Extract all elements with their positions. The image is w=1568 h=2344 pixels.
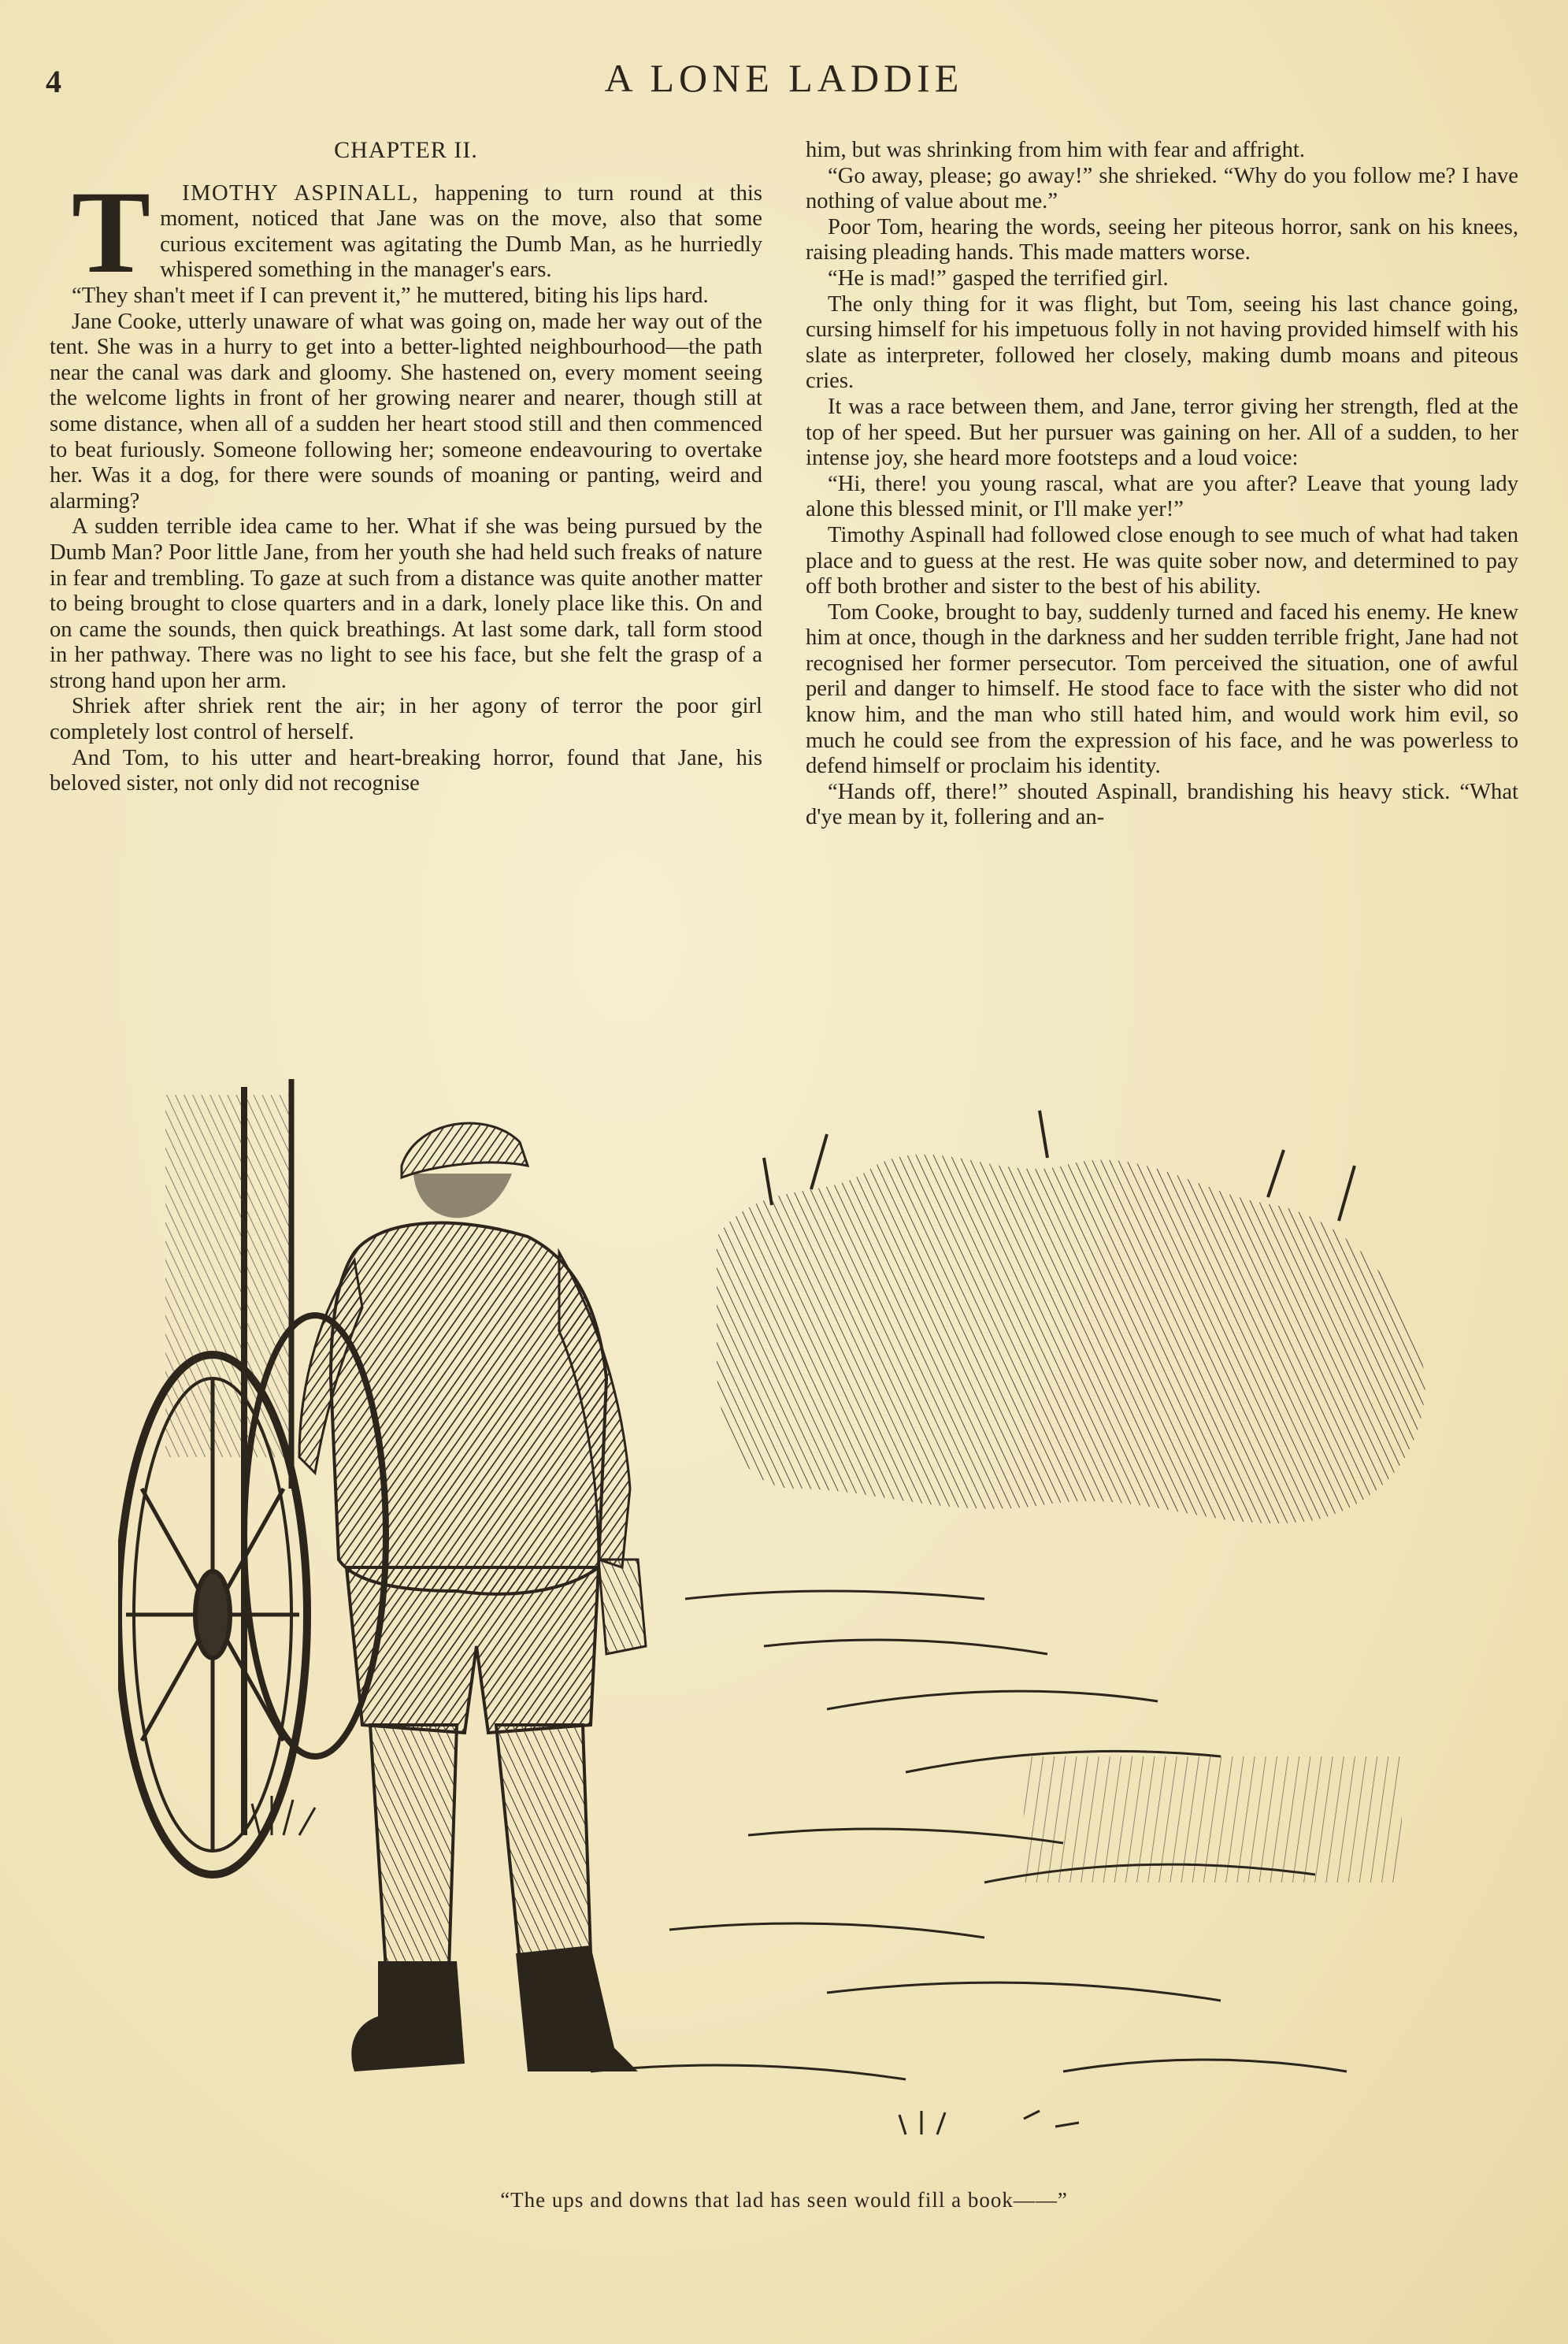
paragraph: Shriek after shriek rent the air; in her agony of terror the poor girl completely lost control of herself.	[50, 694, 762, 745]
continuation-line: him, but was shrinking from him with fear and affright.	[806, 138, 1305, 162]
paragraph: And Tom, to his utter and heart-breaking horror, found that Jane, his beloved sister, not only did not recognise	[50, 745, 762, 796]
paragraph: “Go away, please; go away!” she shrieked. “Why do you follow me? I have nothing of value about me.”	[806, 163, 1518, 214]
paragraph: Timothy Aspinall had followed close enough to see much of what had taken place and to guess at the rest. He was quite sober now, and determined to pay off both brother and sister to the best of his ability.	[806, 522, 1518, 599]
bushes	[717, 1155, 1425, 1523]
paragraph: “Hi, there! you young rascal, what are you after? Leave that young lady alone this blessed minit, or I'll make yer!”	[806, 471, 1518, 522]
right-text-column	[806, 138, 1518, 831]
illustration-caption: “The ups and downs that lad has seen would fill a book——”	[500, 2188, 1068, 2212]
paragraph: The only thing for it was flight, but Tom, seeing his last chance going, cursing himself for his impetuous folly in not having provided himself with his slate as interpreter, followed her closely, making dumb moans and piteous cries.	[806, 291, 1518, 394]
paragraph: A sudden terrible idea came to her. What if she was being pursued by the Dumb Man? Poor little Jane, from her youth she had held such freaks of nature in fear and trembling. To gaze at such from a distance was quite another matter to being brought to close quarters and in a dark, lonely place like this. On and on came the sounds, then quick breathings. At last some dark, tall form stood in her pathway. There was no light to see his face, but she felt the grasp of a strong hand upon her arm.	[50, 514, 762, 693]
drop-cap: T	[72, 166, 151, 298]
left-text-column	[50, 138, 762, 797]
grass-tufts	[252, 1796, 1079, 2134]
paragraph: Jane Cooke, utterly unaware of what was going on, made her way out of the tent. She was in a hurry to get into a better-lighted neighbourhood—the path near the canal was dark and gloomy. She hastened on, every moment seeing the welcome lights in front of her growing nearer and nearer, though still at some distance, when all of a sudden her heart stood still and then commenced to beat furiously. Someone following her; someone endeavouring to overtake her. Was it a dog, for there were sounds of moaning or panting, weird and alarming?	[50, 309, 762, 514]
running-title: A LONE LADDIE	[604, 56, 964, 100]
opening-text: happening to turn round at this moment, noticed that Jane was on the move, also that some curious excitement was agitating the Dumb Man, as he hurriedly whispered something in the manager's ears.	[160, 180, 762, 283]
man-figure	[299, 1123, 646, 2071]
paragraph: “They shan't meet if I can prevent it,” he muttered, biting his lips hard.	[72, 283, 709, 308]
paragraph: It was a race between them, and Jane, terror giving her strength, fled at the top of her speed. But her pursuer was gaining on her. All of a sudden, to her intense joy, she heard more footsteps and a loud voice:	[806, 394, 1518, 471]
paragraph: “He is mad!” gasped the terrified girl.	[828, 265, 1169, 291]
page-number: 4	[46, 64, 61, 99]
chapter-heading: CHAPTER II.	[334, 137, 478, 163]
paragraph: Poor Tom, hearing the words, seeing her piteous horror, sank on his knees, raising pleading hands. This made matters worse.	[806, 214, 1518, 265]
paragraph: Tom Cooke, brought to bay, suddenly turned and faced his enemy. He knew him at once, though in the darkness and her sudden terrible fright, Jane had not recognised her former persecutor. Tom perceived the situation, one of awful peril and danger to himself. He stood face to face with the sister who did not know him, and the man who still hated him, and would work him evil, so much he could see from the expression of his face, and he was powerless to defend himself or proclaim his identity.	[806, 599, 1518, 779]
engraving-illustration	[118, 1048, 1457, 2198]
paragraph: “Hands off, there!” shouted Aspinall, brandishing his heavy stick. “What d'ye mean by it, follering and an-	[806, 779, 1518, 830]
opening-smallcaps: IMOTHY ASPINALL,	[182, 180, 420, 206]
